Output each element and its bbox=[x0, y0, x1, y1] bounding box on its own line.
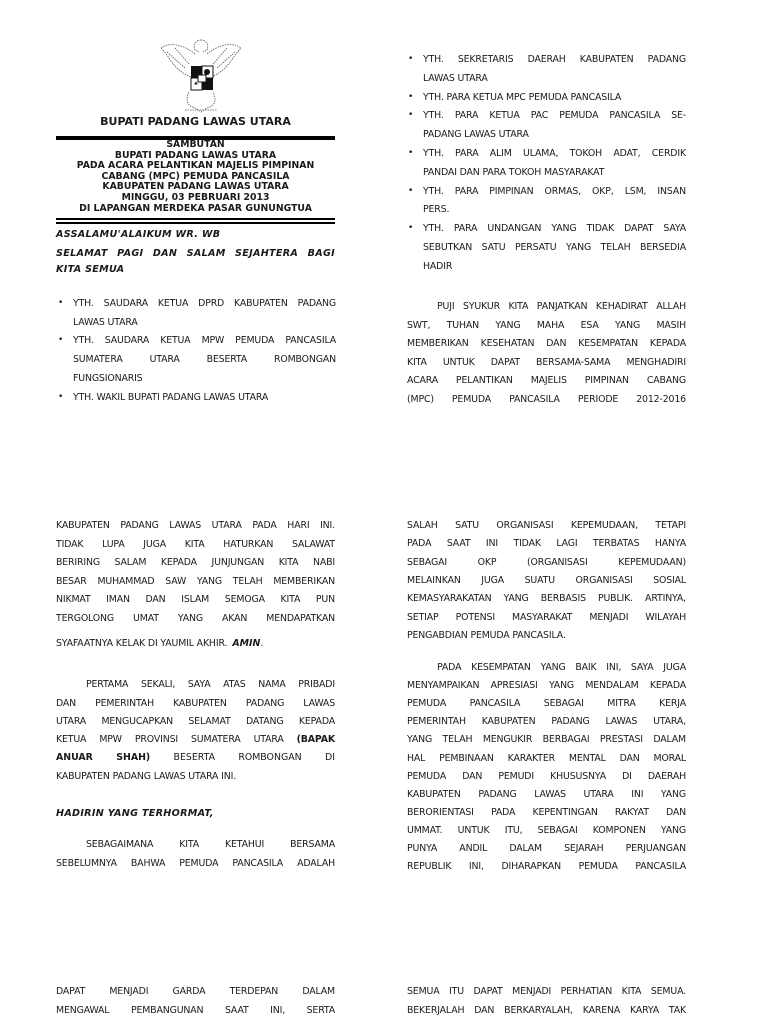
salutation-list-item-line: LAWAS UTARA bbox=[73, 316, 138, 328]
salah-paragraph-line: SALAH SATU ORGANISASI KEPEMUDAAN, TETAPI bbox=[407, 520, 686, 531]
salah-paragraph-line: PADA SAAT INI TIDAK LAGI TERBATAS HANYA bbox=[407, 538, 686, 550]
pada-paragraph-line: BERORIENTASI PADA KEPENTINGAN RAKYAT DAN bbox=[407, 806, 686, 818]
kabupaten-paragraph-line: NIKMAT IMAN DAN ISLAM SEMOGA KITA PUN bbox=[56, 594, 335, 605]
sebagaimana-paragraph-line: SEBELUMNYA BAHWA PEMUDA PANCASILA ADALAH bbox=[56, 857, 335, 869]
pada-paragraph-line: PEMERINTAH KABUPATEN PADANG LAWAS UTARA, bbox=[407, 716, 686, 728]
salutation-list-item-line: YTH. PARA UNDANGAN YANG TIDAK DAPAT SAYA bbox=[423, 223, 686, 235]
sambutan-line: PADA ACARA PELANTIKAN MAJELIS PIMPINAN bbox=[76, 160, 315, 172]
puji-paragraph-line: SWT, TUHAN YANG MAHA ESA YANG MASIH bbox=[407, 319, 686, 331]
anuar-emphasis: ANUAR bbox=[56, 752, 93, 763]
amin-emphasis: AMIN bbox=[232, 638, 261, 649]
salutation-list-item-line: SEBUTKAN SATU PERSATU YANG TELAH BERSEDIA bbox=[423, 242, 686, 253]
puji-paragraph-line: (MPC) PEMUDA PANCASILA PERIODE 2012-2016 bbox=[407, 394, 686, 405]
salutation-list-item-line: YTH. PARA ALIM ULAMA, TOKOH ADAT, CERDIK bbox=[423, 148, 686, 159]
semua-paragraph-line: BEKERJALAH DAN BERKARYALAH, KARENA KARYA TAK bbox=[407, 1005, 686, 1016]
pertama-line-4 bbox=[56, 734, 335, 745]
pada-paragraph-line: PADA KESEMPATAN YANG BAIK INI, SAYA JUGA bbox=[437, 662, 686, 673]
salah-paragraph-line: SETIAP POTENSI MASYARAKAT MENJADI WILAYAH bbox=[407, 611, 686, 623]
dapat-paragraph-line: DAPAT MENJADI GARDA TERDEPAN DALAM bbox=[56, 986, 335, 997]
document-title: BUPATI PADANG LAWAS UTARA bbox=[100, 115, 291, 128]
dapat-paragraph-line: MENGAWAL PEMBANGUNAN SAAT INI, SERTA bbox=[56, 1005, 335, 1016]
salutation-list-item-line: YTH. WAKIL BUPATI PADANG LAWAS UTARA bbox=[73, 391, 269, 403]
salah-paragraph-line: KEMASYARAKATAN YANG BERBASIS PUBLIK. ARTINYA, bbox=[407, 593, 686, 605]
pada-paragraph-line: MENYAMPAIKAN APRESIASI YANG MENDALAM KEPADA bbox=[407, 680, 686, 692]
bullet-icon: • bbox=[408, 185, 414, 196]
salutation-list-item-line: YTH. SEKRETARIS DAERAH KABUPATEN PADANG bbox=[423, 54, 686, 65]
kabupaten-paragraph-line: BESAR MUHAMMAD SAW YANG TELAH MEMBERIKAN bbox=[56, 575, 335, 587]
puji-paragraph-line: ACARA PELANTIKAN MAJELIS PIMPINAN CABANG bbox=[407, 375, 686, 387]
bullet-icon: • bbox=[408, 54, 414, 64]
salah-paragraph-line: MELAINKAN JUGA SUATU ORGANISASI SOSIAL bbox=[407, 574, 686, 586]
double-divider-bottom bbox=[56, 222, 335, 224]
sambutan-line: DI LAPANGAN MERDEKA PASAR GUNUNGTUA bbox=[79, 202, 312, 214]
puji-paragraph-line: MEMBERIKAN KESEHATAN DAN KESEMPATAN KEPADA bbox=[407, 338, 686, 350]
salutation-list-item-line: YTH. SAUDARA KETUA MPW PEMUDA PANCASILA bbox=[73, 335, 336, 347]
bullet-icon: • bbox=[408, 223, 414, 234]
greeting-kita-semua: KITA SEMUA bbox=[56, 264, 125, 275]
amin-line bbox=[56, 631, 335, 650]
pertama-paragraph-line: DAN PEMERINTAH KABUPATEN PADANG LAWAS bbox=[56, 697, 335, 709]
hadirin-heading: HADIRIN YANG TERHORMAT, bbox=[56, 808, 214, 819]
puji-paragraph-line: KITA UNTUK DAPAT BERSAMA-SAMA MENGHADIRI bbox=[407, 356, 686, 368]
bapak-emphasis: (BAPAK bbox=[296, 734, 335, 745]
sambutan-line: MINGGU, 03 PEBRUARI 2013 bbox=[121, 191, 270, 203]
paragraph-line: KETUA MPW PROVINSI SUMATERA UTARA bbox=[56, 734, 284, 745]
bullet-icon: • bbox=[408, 148, 414, 158]
salutation-list-item-line: PERS. bbox=[423, 204, 450, 216]
pada-paragraph-line: KABUPATEN PADANG LAWAS UTARA INI YANG bbox=[407, 788, 686, 800]
kabupaten-paragraph-line: TIDAK LUPA JUGA KITA HATURKAN SALAWAT bbox=[56, 538, 335, 550]
greeting-selamat: SELAMAT PAGI DAN SALAM SEJAHTERA BAGI bbox=[56, 248, 335, 259]
bullet-icon: • bbox=[58, 298, 64, 308]
salutation-list-item-line: PANDAI DAN PARA TOKOH MASYARAKAT bbox=[423, 166, 605, 178]
sambutan-line: BUPATI PADANG LAWAS UTARA bbox=[114, 149, 277, 161]
greeting-salam: ASSALAMU'ALAIKUM WR. WB bbox=[56, 229, 221, 240]
sambutan-line: KABUPATEN PADANG LAWAS UTARA bbox=[102, 181, 289, 193]
paragraph-line: SYAFAATNYA KELAK DI YAUMIL AKHIR. bbox=[56, 638, 228, 649]
sambutan-line: CABANG (MPC) PEMUDA PANCASILA bbox=[101, 170, 290, 182]
salutation-list-item-line: YTH. PARA PIMPINAN ORMAS, OKP, LSM, INSAN bbox=[423, 185, 686, 197]
salutation-list-item-line: LAWAS UTARA bbox=[423, 72, 488, 84]
pertama-paragraph-line: UTARA MENGUCAPKAN SELAMAT DATANG KEPADA bbox=[56, 716, 335, 727]
word: BESERTA bbox=[173, 752, 215, 763]
bullet-icon: • bbox=[408, 91, 414, 102]
salutation-list-item-line: PADANG LAWAS UTARA bbox=[423, 129, 529, 141]
bullet-icon: • bbox=[58, 391, 64, 402]
sebagaimana-paragraph-line: SEBAGAIMANA KITA KETAHUI BERSAMA bbox=[86, 839, 335, 850]
bullet-icon: • bbox=[58, 335, 64, 346]
salah-paragraph-line: SEBAGAI OKP (ORGANISASI KEPEMUDAAN) bbox=[407, 556, 686, 568]
salutation-list-item-line: YTH. PARA KETUA PAC PEMUDA PANCASILA SE- bbox=[423, 110, 686, 122]
puji-paragraph-line: PUJI SYUKUR KITA PANJATKAN KEHADIRAT ALLAH bbox=[437, 301, 686, 312]
pada-paragraph-line: UMMAT. UNTUK ITU, SEBAGAI KOMPONEN YANG bbox=[407, 824, 686, 836]
pada-paragraph-line: PEMUDA PANCASILA SEBAGAI MITRA KERJA bbox=[407, 698, 686, 710]
double-divider-top bbox=[56, 218, 335, 220]
salah-paragraph-line: PENGABDIAN PEMUDA PANCASILA. bbox=[407, 629, 566, 641]
pada-paragraph-line: PEMUDA DAN PEMUDI KHUSUSNYA DI DAERAH bbox=[407, 770, 686, 782]
garuda-emblem-icon bbox=[155, 34, 247, 114]
shah-emphasis: SHAH) bbox=[116, 752, 151, 763]
salutation-list-item-line: YTH. PARA KETUA MPC PEMUDA PANCASILA bbox=[423, 91, 622, 103]
sambutan-line: SAMBUTAN bbox=[166, 139, 225, 150]
kabupaten-paragraph-line: TERGOLONG UMAT YANG AKAN MENDAPATKAN bbox=[56, 612, 335, 624]
salutation-list-item-line: HADIR bbox=[423, 260, 453, 272]
bullet-icon: • bbox=[408, 110, 414, 121]
sambutan-heading bbox=[56, 140, 335, 214]
word: DI bbox=[324, 752, 335, 763]
salutation-list-item-line: FUNGSIONARIS bbox=[73, 372, 143, 384]
salutation-list-item-line: SUMATERA UTARA BESERTA ROMBONGAN bbox=[73, 354, 336, 366]
pertama-line-6: KABUPATEN PADANG LAWAS UTARA INI. bbox=[56, 771, 237, 782]
pada-paragraph-line: YANG TELAH MENGUKIR BERBAGAI PRESTASI DALAM bbox=[407, 734, 686, 746]
word: ROMBONGAN bbox=[238, 752, 302, 763]
kabupaten-paragraph-line: KABUPATEN PADANG LAWAS UTARA PADA HARI INI. bbox=[56, 520, 335, 531]
period: . bbox=[260, 638, 264, 649]
pertama-paragraph-line: PERTAMA SEKALI, SAYA ATAS NAMA PRIBADI bbox=[86, 679, 335, 690]
pertama-line-5 bbox=[56, 752, 335, 763]
kabupaten-paragraph-line: BERIRING SALAM KEPADA JUNJUNGAN KITA NABI bbox=[56, 557, 335, 568]
pada-paragraph-line: PUNYA ANDIL DALAM SEJARAH PERJUANGAN bbox=[407, 843, 686, 854]
pada-paragraph-line: REPUBLIK INI, DIHARAPKAN PEMUDA PANCASILA bbox=[407, 861, 686, 873]
pada-paragraph-line: HAL PEMBINAAN KARAKTER MENTAL DAN MORAL bbox=[407, 752, 686, 764]
salutation-list-item-line: YTH. SAUDARA KETUA DPRD KABUPATEN PADANG bbox=[73, 298, 336, 309]
semua-paragraph-line: SEMUA ITU DAPAT MENJADI PERHATIAN KITA SEMUA. bbox=[407, 986, 686, 997]
